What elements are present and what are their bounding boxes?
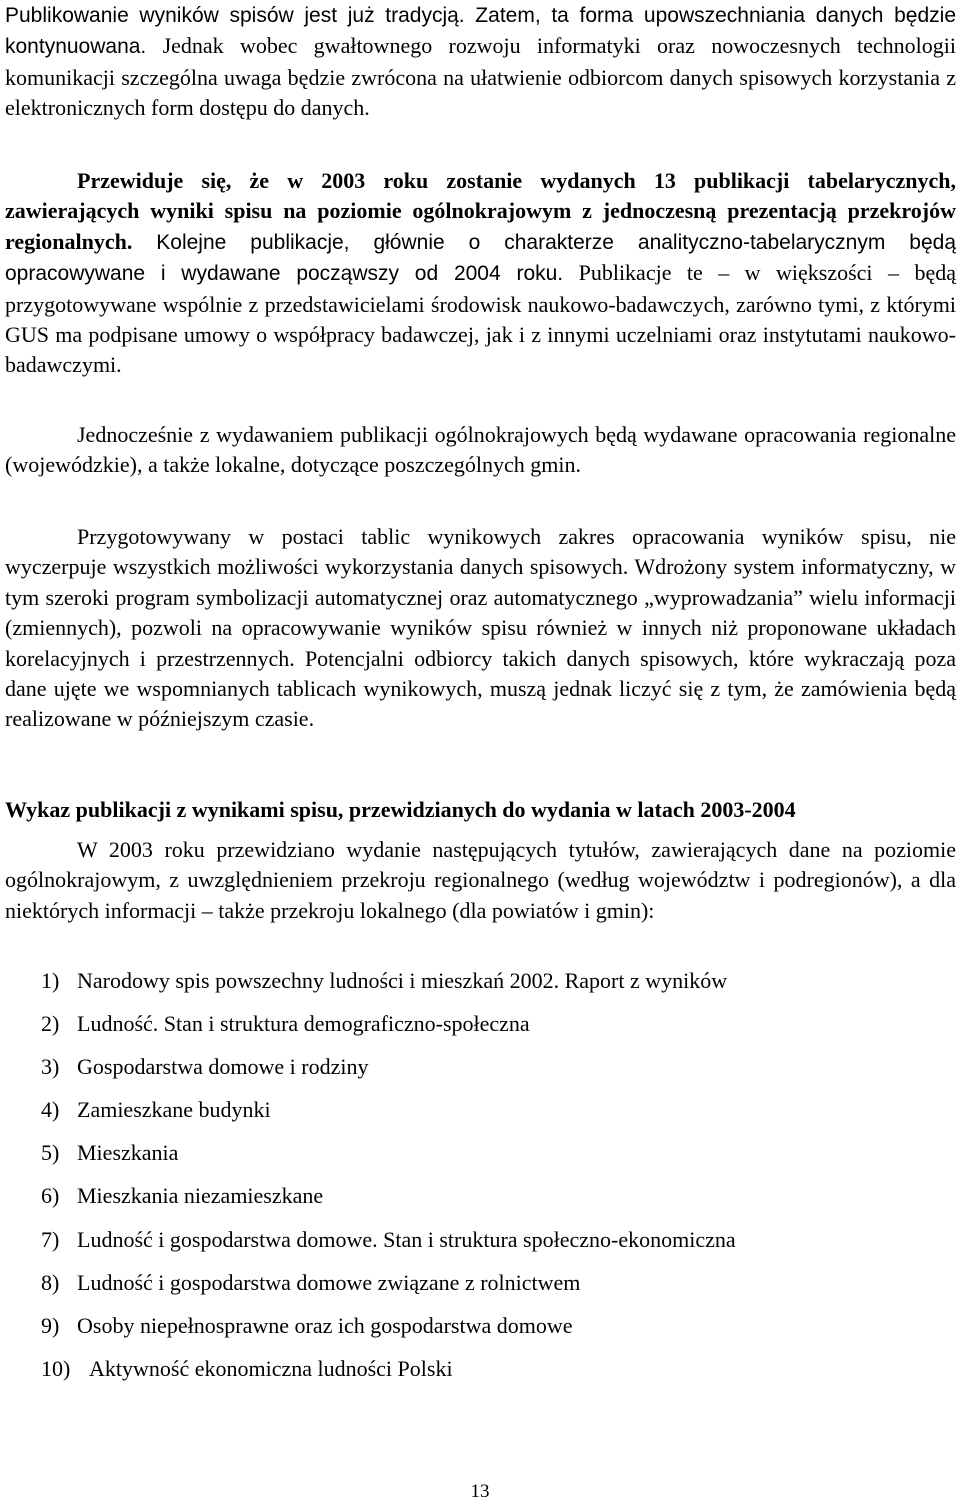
list-item-title: Gospodarstwa domowe i rodziny bbox=[77, 1054, 369, 1080]
paragraph-2003-plan: W 2003 roku przewidziano wydanie następujących tytułów, zawierających dane na poziomie ogólnokrajowym, z uwzględnieniem przekroju regionalnego (według województw i podregionów), a dla niektórych informacji – także przekroju lokalnego (dla powiatów i gmin): bbox=[5, 837, 956, 923]
list-item-number: 5) bbox=[41, 1140, 60, 1166]
list-item-number: 9) bbox=[41, 1312, 60, 1338]
list-item-title: Ludność i gospodarstwa domowe związane z rolnictwem bbox=[77, 1269, 581, 1295]
list-item bbox=[5, 1052, 956, 1095]
list-item-number: 7) bbox=[41, 1226, 60, 1252]
list-item bbox=[5, 1009, 956, 1052]
list-item-number: 3) bbox=[41, 1054, 60, 1080]
list-item-title: Ludność i gospodarstwa domowe. Stan i struktura społeczno-ekonomiczna bbox=[77, 1226, 736, 1252]
publication-list bbox=[5, 966, 956, 1397]
list-item-title: Ludność. Stan i struktura demograficzno-społeczna bbox=[77, 1011, 530, 1037]
paragraph-intro-sans-run: Publikowanie wyników spisów jest już tradycją. Zatem, ta forma upowszechniania danych będzie kontynuowana. bbox=[5, 4, 956, 59]
paragraph-intro bbox=[5, 0, 956, 124]
list-item-title: Narodowy spis powszechny ludności i mieszkań 2002. Raport z wyników bbox=[77, 968, 728, 993]
paragraph-forecast-sans-run: Kolejne publikacje, głównie o charakterze analityczno-tabelarycznym będą opracowywane i wydawane począwszy od 2004 roku. bbox=[5, 230, 956, 286]
list-item-number: 6) bbox=[41, 1183, 60, 1209]
list-item bbox=[5, 1095, 956, 1138]
list-item-title: Zamieszkane budynki bbox=[77, 1097, 271, 1123]
list-item-number: 10) bbox=[41, 1355, 71, 1381]
paragraph-scope: Przygotowywany w postaci tablic wynikowych zakres opracowania wyników spisu, nie wyczerpuje wszystkich możliwości wykorzystania danych spisowych. Wdrożony system informatyczny, w tym szeroki program symbolizacji automatycznej oraz automatycznego „wyprowadzania” wielu informacji (zmiennych), pozwoli na opracowywanie wyników spisu również w innych niż proponowane układach korelacyjnych i przestrzennych. Potencjalni odbiorcy takich danych spisowych, które wykraczają poza dane ujęte we wspomnianych tablicach wynikowych, muszą jednak liczyć się z tym, że zamówienia będą realizowane w późniejszym czasie. bbox=[5, 524, 956, 732]
list-item-number: 1) bbox=[41, 968, 60, 993]
paragraph-forecast-serif-run: Publikacje te – w większości – będą przygotowywane wspólnie z przedstawicielami środowisk naukowo-badawczych, zarówno tymi, z którymi GUS ma podpisane umowy o współpracy badawczej, jak i z innymi uczelniami oraz instytutami naukowo-badawczymi. bbox=[5, 260, 956, 378]
list-item bbox=[5, 1138, 956, 1181]
list-item bbox=[5, 1225, 956, 1268]
list-item-number: 8) bbox=[41, 1269, 60, 1295]
paragraph-intro-serif-run: Jednak wobec gwałtownego rozwoju informatyki oraz nowoczesnych technologii komunikacji szczególna uwaga będzie zwrócona na ułatwienie odbiorcom danych spisowych korzystania z elektronicznych form dostępu do danych. bbox=[5, 33, 956, 121]
list-item-title: Aktywność ekonomiczna ludności Polski bbox=[89, 1355, 453, 1381]
list-item-title: Mieszkania niezamieszkane bbox=[77, 1183, 324, 1209]
list-item-title: Osoby niepełnosprawne oraz ich gospodarstwa domowe bbox=[77, 1312, 573, 1338]
list-item bbox=[5, 966, 956, 1009]
list-item-title: Mieszkania bbox=[77, 1140, 179, 1166]
paragraph-regional: Jednocześnie z wydawaniem publikacji ogólnokrajowych będą wydawane opracowania regionalne (wojewódzkie), a także lokalne, dotyczące poszczególnych gmin. bbox=[5, 422, 956, 478]
paragraph-forecast bbox=[5, 166, 956, 381]
page-number: 13 bbox=[470, 1481, 490, 1502]
list-item bbox=[5, 1268, 956, 1311]
list-item bbox=[5, 1354, 956, 1397]
list-item bbox=[5, 1311, 956, 1354]
list-item-number: 2) bbox=[41, 1011, 60, 1037]
list-item bbox=[5, 1181, 956, 1224]
paragraph-forecast-bold-run: Przewiduje się, że w 2003 roku zostanie wydanych 13 publikacji tabelarycznych, zawierających wyniki spisu na poziomie ogólnokrajowym z jednoczesną prezentacją przekrojów regionalnych. bbox=[5, 168, 956, 254]
list-item-number: 4) bbox=[41, 1097, 60, 1123]
section-heading: Wykaz publikacji z wynikami spisu, przewidzianych do wydania w latach 2003-2004 bbox=[5, 797, 796, 822]
